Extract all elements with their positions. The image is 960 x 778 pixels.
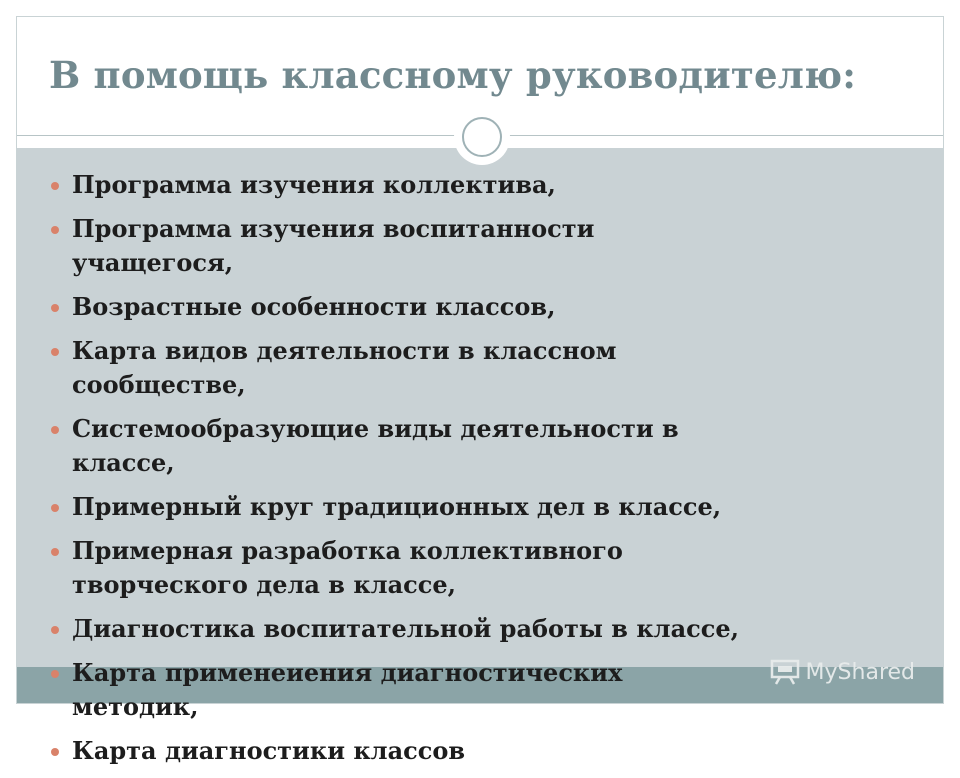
list-item-text: Программа изучения коллектива, bbox=[72, 170, 556, 199]
bullet-dot-icon bbox=[51, 748, 59, 756]
slide bbox=[16, 16, 944, 765]
list-item bbox=[17, 534, 943, 602]
bullet-dot-icon bbox=[51, 548, 59, 556]
list-item bbox=[17, 290, 943, 324]
bullet-dot-icon bbox=[51, 304, 59, 312]
slide-title: В помощь классному руководителю: bbox=[49, 53, 857, 97]
watermark bbox=[770, 659, 915, 685]
list-item bbox=[17, 412, 943, 480]
list-item-text: Примерный круг традиционных дел в классе, bbox=[72, 492, 722, 521]
list-item-text: Диагностика воспитательной работы в классе, bbox=[72, 614, 739, 643]
list-item-text: Примерная разработка коллективного творческого дела в классе, bbox=[72, 536, 623, 599]
list-item bbox=[17, 734, 943, 768]
ring-inner bbox=[462, 117, 502, 157]
watermark-text: MyShared bbox=[805, 659, 915, 685]
list-item bbox=[17, 490, 943, 524]
bullet-dot-icon bbox=[51, 504, 59, 512]
list-item-text: Карта видов деятельности в классном сообществе, bbox=[72, 336, 617, 399]
bullet-dot-icon bbox=[51, 182, 59, 190]
list-item bbox=[17, 212, 943, 280]
bullet-dot-icon bbox=[51, 426, 59, 434]
list-item bbox=[17, 168, 943, 202]
divider-ring-icon bbox=[454, 109, 510, 165]
bullet-list bbox=[17, 168, 943, 778]
bullet-dot-icon bbox=[51, 226, 59, 234]
list-item bbox=[17, 334, 943, 402]
list-item-text: Программа изучения воспитанности учащегося, bbox=[72, 214, 595, 277]
list-item-text: Карта применеиения диагностических методик, bbox=[72, 658, 623, 721]
bullet-dot-icon bbox=[51, 348, 59, 356]
list-item-text: Карта диагностики классов bbox=[72, 736, 466, 765]
presentation-board-icon bbox=[770, 659, 800, 685]
list-item-text: Системообразующие виды деятельности в классе, bbox=[72, 414, 679, 477]
list-item bbox=[17, 612, 943, 646]
bullet-dot-icon bbox=[51, 626, 59, 634]
list-item-text: Возрастные особенности классов, bbox=[72, 292, 556, 321]
bullet-dot-icon bbox=[51, 670, 59, 678]
